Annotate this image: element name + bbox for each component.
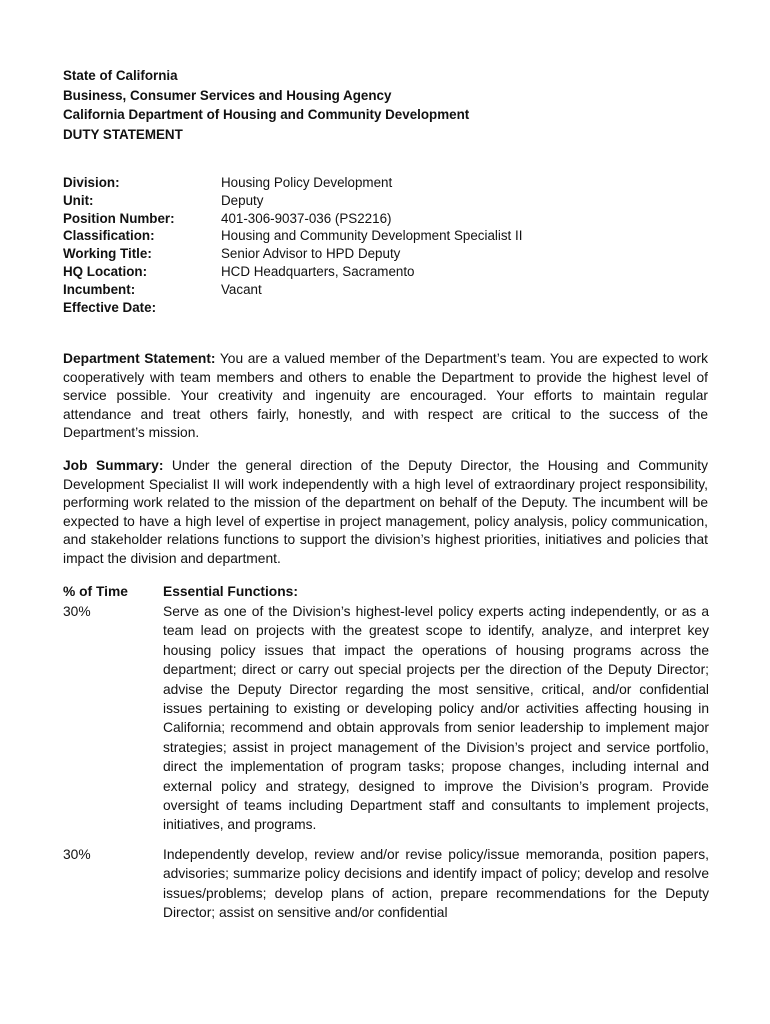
document-title: DUTY STATEMENT (63, 126, 183, 142)
field-label: Working Title: (63, 246, 152, 262)
job-summary-text: Under the general direction of the Deputy Director, the Housing and Community Development Specialist II will work independently with a high level of extraordinary project responsibility, performing work related to the mission of the department on behalf of the Deputy. The incumbent will be expected to have a high level of expertise in project management, policy analysis, policy communication, and stakeholder relations functions to support the division’s highest priorities, initiatives and policies that impact the division and department. (63, 458, 708, 566)
header-department: California Department of Housing and Community Development (63, 107, 470, 123)
department-statement (63, 350, 708, 443)
department-statement-text: You are a valued member of the Department’s team. You are expected to work cooperatively with team members and others to enable the Department to provide the highest level of service possible. Your creativity and ingenuity are encouraged. Your efforts to maintain regular attendance and treat others fairly, honestly, and with respect are critical to the success of the Department’s mission. (63, 351, 708, 441)
field-hq-location (63, 263, 713, 281)
essential-functions-heading: Essential Functions: (163, 584, 298, 599)
function-text: Independently develop, review and/or revise policy/issue memoranda, position papers, advisories; summarize policy decisions and identify impact of policy; develop and resolve issues/problems; develop plans of action, prepare recommendations for the Deputy Director; assist on sensitive and/or confidential (163, 847, 709, 921)
field-position-number (63, 210, 713, 228)
function-text: Serve as one of the Division’s highest-level policy experts acting independently, or as a team lead on projects with the greatest scope to identify, analyze, and interpret key housing policy issues that impact the operations of housing programs across the department; direct or carry out special projects per the direction of the Deputy Director; advise the Deputy Director regarding the most sensitive, critical, and/or confidential issues pertaining to existing or developing policy and/or activities affecting housing in California; recommend and obtain approvals from senior leadership to implement major strategies; assist in project management of the Division’s project and service portfolio, direct the implementation of program tasks; propose changes, including internal and external policy and strategy, designed to improve the Division’s program. Provide oversight of teams including Department staff and consultants to implement projects, initiatives, and programs. (163, 604, 709, 833)
field-label: Division: (63, 175, 120, 190)
header-state: State of California (63, 68, 178, 83)
field-label: Unit: (63, 192, 94, 208)
field-value: Vacant (221, 281, 262, 297)
field-value: Housing Policy Development (221, 175, 393, 190)
field-label: Effective Date: (63, 299, 157, 315)
field-division (63, 174, 713, 192)
field-unit (63, 192, 713, 210)
field-label: HQ Location: (63, 263, 148, 279)
header-agency: Business, Consumer Services and Housing Agency (63, 87, 392, 103)
field-label: Position Number: (63, 210, 175, 226)
field-incumbent (63, 281, 713, 299)
percent-of-time-heading: % of Time (63, 584, 128, 599)
department-statement-label: Department Statement: (63, 351, 216, 366)
field-value: Housing and Community Development Specialist II (221, 228, 523, 244)
field-value: Deputy (221, 192, 264, 208)
function-percent: 30% (63, 604, 91, 619)
document-header (63, 66, 469, 144)
field-label: Incumbent: (63, 281, 136, 297)
field-value: HCD Headquarters, Sacramento (221, 263, 415, 279)
field-label: Classification: (63, 228, 155, 244)
field-effective-date (63, 299, 713, 317)
field-working-title (63, 245, 713, 263)
position-details (63, 174, 713, 316)
field-value: Senior Advisor to HPD Deputy (221, 246, 401, 262)
function-percent: 30% (63, 847, 91, 862)
job-summary-label: Job Summary: (63, 458, 164, 473)
job-summary (63, 457, 708, 569)
field-value: 401-306-9037-036 (PS2216) (221, 210, 392, 226)
field-classification (63, 227, 713, 245)
